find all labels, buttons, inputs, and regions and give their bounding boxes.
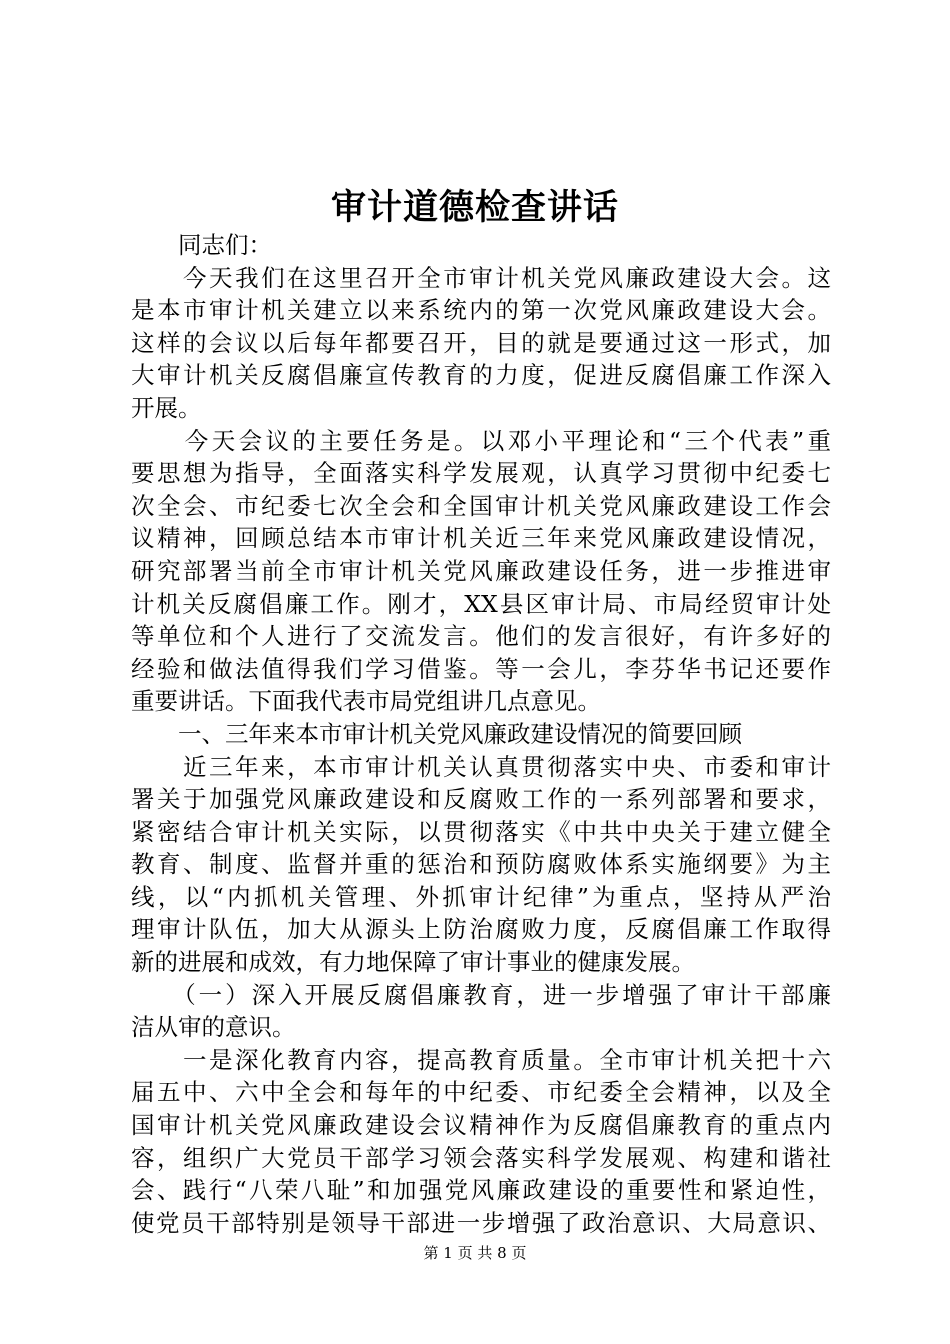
text-line: 同志们： [131, 231, 272, 259]
text-line: 线，以“内抓机关管理、外抓审计纪律”为重点，坚持从严治 [131, 882, 831, 911]
text-line: 今天会议的主要任务是。以邓小平理论和“三个代表”重 [131, 426, 831, 455]
subsection-heading: 洁从审的意识。 [131, 1013, 296, 1042]
text-line: 紧密结合审计机关实际，以贯彻落实《中共中央关于建立健全 [131, 817, 831, 846]
text-line: 要思想为指导，全面落实科学发展观，认真学习贯彻中纪委七 [131, 459, 831, 488]
text-line: 新的进展和成效，有力地保障了审计事业的健康发展。 [131, 948, 695, 977]
text-line: 研究部署当前全市审计机关党风廉政建设任务，进一步推进审 [131, 556, 831, 585]
text-line: 大审计机关反腐倡廉宣传教育的力度，促进反腐倡廉工作深入 [131, 361, 831, 390]
text-line: 重要讲话。下面我代表市局党组讲几点意见。 [131, 687, 601, 716]
text-line: 署关于加强党风廉政建设和反腐败工作的一系列部署和要求， [131, 785, 831, 814]
text-line: 届五中、六中全会和每年的中纪委、市纪委全会精神，以及全 [131, 1078, 831, 1107]
text-line: 议精神，回顾总结本市审计机关近三年来党风廉政建设情况， [131, 524, 831, 553]
text-line: 今天我们在这里召开全市审计机关党风廉政建设大会。这 [131, 263, 831, 292]
text-line: 一是深化教育内容，提高教育质量。全市审计机关把十六 [131, 1045, 831, 1074]
text-line: 是本市审计机关建立以来系统内的第一次党风廉政建设大会。 [131, 296, 831, 325]
section-heading: 一、三年来本市审计机关党风廉政建设情况的简要回顾 [131, 719, 742, 748]
text-line: 会、践行“八荣八耻”和加强党风廉政建设的重要性和紧迫性， [131, 1176, 831, 1205]
text-line: 理审计队伍，加大从源头上防治腐败力度，反腐倡廉工作取得 [131, 915, 831, 944]
text-line: 近三年来，本市审计机关认真贯彻落实中央、市委和审计 [131, 752, 831, 781]
document-title: 审计道德检查讲话 [330, 187, 619, 228]
subsection-heading: （一）深入开展反腐倡廉教育，进一步增强了审计干部廉 [131, 980, 831, 1009]
text-line: 等单位和个人进行了交流发言。他们的发言很好，有许多好的 [131, 622, 831, 651]
text-line: 容，组织广大党员干部学习领会落实科学发展观、构建和谐社 [131, 1143, 831, 1172]
text-line: 教育、制度、监督并重的惩治和预防腐败体系实施纲要》为主 [131, 850, 831, 879]
text-line: 次全会、市纪委七次全会和全国审计机关党风廉政建设工作会 [131, 491, 831, 520]
text-line: 开展。 [131, 393, 202, 422]
text-line: 计机关反腐倡廉工作。刚才，XX县区审计局、市局经贸审计处 [131, 589, 831, 618]
text-line: 国审计机关党风廉政建设会议精神作为反腐倡廉教育的重点内 [131, 1111, 831, 1140]
text-line: 使党员干部特别是领导干部进一步增强了政治意识、大局意识、 [131, 1208, 831, 1237]
document-body [131, 229, 831, 1239]
text-line: 这样的会议以后每年都要召开，目的就是要通过这一形式，加 [131, 328, 831, 357]
text-line: 经验和做法值得我们学习借鉴。等一会儿，李芬华书记还要作 [131, 654, 831, 683]
page-footer: 第 1 页 共 8 页 [423, 1244, 527, 1262]
